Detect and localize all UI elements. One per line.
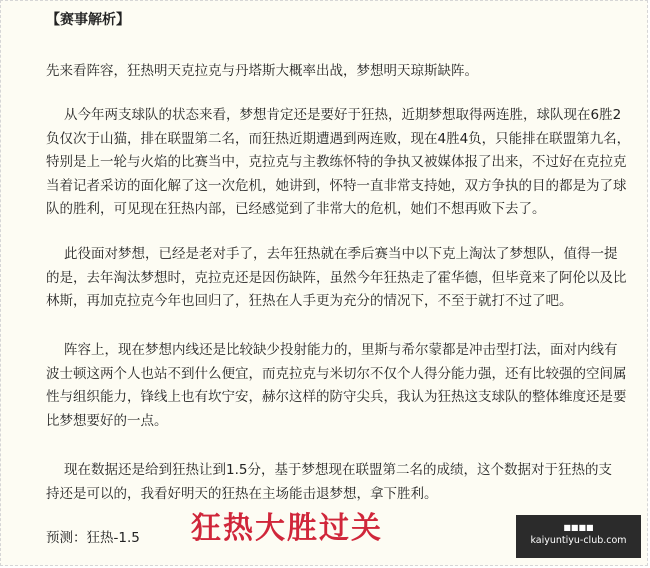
paragraph-form [46,104,631,222]
paragraph-line: 阵容上，现在梦想内线还是比较缺少投射能力的，里斯与希尔蒙都是冲击型打法，面对内线有 [64,342,618,358]
paragraph-odds [46,459,612,506]
verdict-headline: 狂热大胜过关 [191,511,383,546]
paragraph-matchup [46,339,627,433]
prediction-text: 预测：狂热-1.5 [46,530,140,546]
paragraph-line: 从今年两支球队的状态来看，梦想肯定还是要好于狂热，近期梦想取得两连胜，球队现在6胜2 [64,107,622,123]
paragraph-line: 的是，去年淘汰梦想时，克拉克还是因伤缺阵，虽然今年狂热走了霍华德，但毕竟来了阿伦以及比 [46,269,627,286]
paragraph-line: 特别是上一轮与火焰的比赛当中，克拉克与主教练怀特的争执又被媒体报了出来，不过好在克拉克 [46,154,627,170]
paragraph-line: 比梦想要好的一点。 [46,412,168,429]
paragraph-line: 当着记者采访的面化解了这一次危机，她讲到，怀特一直非常支持她，双方争执的目的都是为了球 [46,177,627,194]
paragraph-line: 先来看阵容，狂热明天克拉克与丹塔斯大概率出战，梦想明天琼斯缺阵。 [46,63,478,79]
watermark [516,515,641,558]
paragraph-line: 性与组织能力，锋线上也有坎宁安，赫尔这样的防守尖兵，我认为狂热这支球队的整体维度还是要 [46,389,627,405]
paragraph-line: 负仅次于山猫，排在联盟第二名，而狂热近期遭遇到两连败，现在4胜4负，只能排在联盟第九名， [46,130,631,147]
paragraph-line: 现在数据还是给到狂热让到1.5分，基于梦想现在联盟第二名的成绩，这个数据对于狂热的支 [64,462,612,478]
paragraph-lineup [46,60,478,84]
paragraph-line: 林斯，再加克拉克今年也回归了，狂热在人手更为充分的情况下，不至于就打不过了吧。 [46,293,573,309]
paragraph-rivalry [46,243,627,314]
paragraph-line: 波士顿这两个人也站不到什么便宜，而克拉克与米切尔不仅个人得分能力强，还有比较强的空间属 [46,365,627,382]
paragraph-line: 持还是可以的，我看好明天的狂热在主场能击退梦想，拿下胜利。 [46,485,438,502]
paragraph-line: 队的胜利，可见现在狂热内部，已经感觉到了非常大的危机，她们不想再败下去了。 [46,201,546,217]
article [1,1,649,567]
paragraph-line: 此役面对梦想，已经是老对手了，去年狂热就在季后赛当中以下克上淘汰了梦想队，值得一提 [64,246,618,262]
section-heading: 【赛事解析】 [46,12,130,28]
watermark-url-text: kaiyuntiyu-club.com [530,535,627,546]
watermark-top-text: ■■■■ [563,523,594,532]
